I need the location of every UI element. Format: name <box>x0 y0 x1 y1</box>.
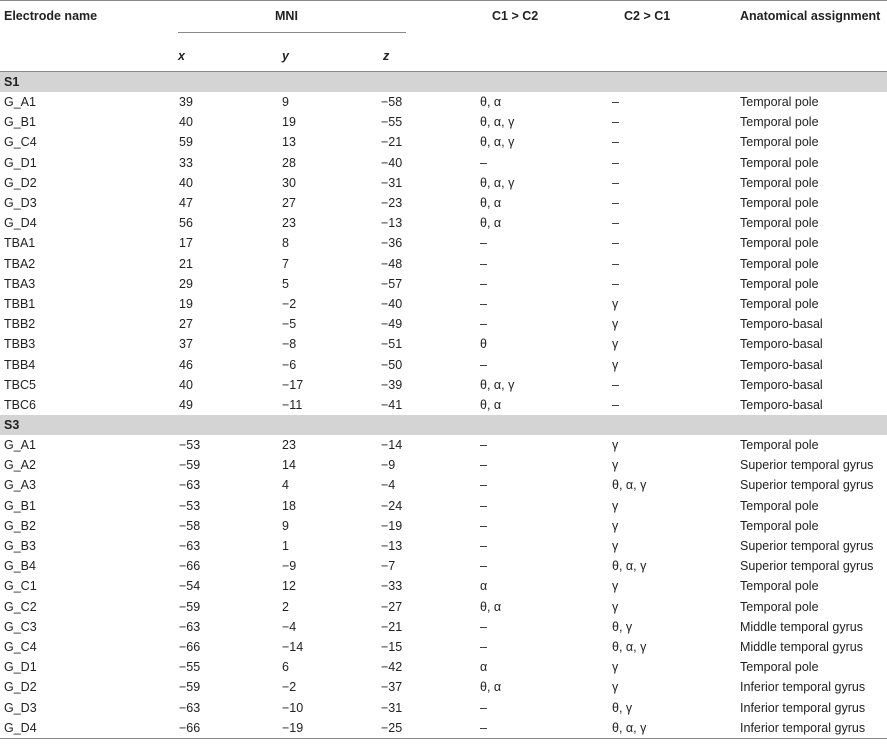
cell-z: −50 <box>381 357 403 372</box>
cell-z: −13 <box>381 539 403 554</box>
table-body <box>0 72 887 739</box>
cell-anat: Inferior temporal gyrus <box>740 680 866 695</box>
cell-y: 7 <box>282 256 289 271</box>
group-label: S3 <box>0 415 887 435</box>
cell-z: −36 <box>381 236 403 251</box>
cell-anat: Temporal pole <box>740 256 819 271</box>
cell-electrode: G_A1 <box>4 438 36 453</box>
cell-c1c2: – <box>480 539 487 554</box>
header-blank <box>0 41 175 72</box>
cell-c1c2: – <box>480 438 487 453</box>
cell-anat: Middle temporal gyrus <box>740 619 863 634</box>
cell-electrode: G_C3 <box>4 619 37 634</box>
cell-c1c2: θ, α, γ <box>480 175 515 190</box>
cell-x: −59 <box>179 680 201 695</box>
cell-c1c2: θ, α, γ <box>480 135 515 150</box>
cell-y: 28 <box>282 155 296 170</box>
table-row <box>0 395 887 415</box>
cell-c2c1: – <box>612 155 619 170</box>
cell-electrode: G_B2 <box>4 518 36 533</box>
cell-electrode: G_B1 <box>4 498 36 513</box>
table-row <box>0 314 887 334</box>
cell-y: −2 <box>282 296 297 311</box>
cell-anat: Temporal pole <box>740 95 819 110</box>
header-x: x <box>178 49 185 63</box>
cell-anat: Temporal pole <box>740 175 819 190</box>
cell-x: 40 <box>179 377 193 392</box>
table-row <box>0 697 887 717</box>
table-row <box>0 213 887 233</box>
cell-y: 2 <box>282 599 289 614</box>
cell-z: −7 <box>381 559 396 574</box>
cell-c1c2: α <box>480 660 488 675</box>
header-y: y <box>282 49 289 63</box>
cell-c2c1: γ <box>612 680 619 695</box>
cell-c2c1: – <box>612 276 619 291</box>
cell-electrode: G_B1 <box>4 115 36 130</box>
table-row <box>0 132 887 152</box>
cell-z: −4 <box>381 478 396 493</box>
cell-anat: Temporal pole <box>740 276 819 291</box>
cell-c2c1: γ <box>612 539 619 554</box>
cell-c1c2: θ, α <box>480 196 502 211</box>
cell-electrode: TBA1 <box>4 236 36 251</box>
cell-x: −63 <box>179 539 201 554</box>
cell-anat: Superior temporal gyrus <box>740 478 874 493</box>
table-row <box>0 475 887 495</box>
cell-c2c1: γ <box>612 579 619 594</box>
header-c1c2: C1 > C2 <box>492 9 539 23</box>
cell-y: 13 <box>282 135 296 150</box>
cell-x: 59 <box>179 135 193 150</box>
cell-anat: Temporal pole <box>740 579 819 594</box>
cell-x: 39 <box>179 95 193 110</box>
cell-c1c2: – <box>480 559 487 574</box>
table-row <box>0 597 887 617</box>
cell-x: 19 <box>179 296 193 311</box>
cell-y: −8 <box>282 337 297 352</box>
cell-x: −66 <box>175 718 278 739</box>
cell-c2c1: γ <box>612 337 619 352</box>
cell-c2c1: θ, γ <box>612 619 633 634</box>
cell-c2c1: γ <box>612 599 619 614</box>
cell-y: 5 <box>282 276 289 291</box>
cell-y: 6 <box>282 660 289 675</box>
cell-electrode: G_D1 <box>4 660 37 675</box>
cell-c1c2: – <box>480 357 487 372</box>
cell-x: −53 <box>179 438 201 453</box>
cell-z: −19 <box>381 518 403 533</box>
cell-y: 1 <box>282 539 289 554</box>
table-row <box>0 516 887 536</box>
cell-c2c1: γ <box>612 357 619 372</box>
cell-anat: Temporal pole <box>740 438 819 453</box>
cell-c2c1: – <box>612 397 619 412</box>
cell-anat: Temporal pole <box>740 599 819 614</box>
cell-c2c1: γ <box>612 296 619 311</box>
cell-x: 46 <box>179 357 193 372</box>
table-row <box>0 112 887 132</box>
cell-y: −14 <box>282 639 304 654</box>
cell-z: −24 <box>381 498 403 513</box>
cell-c2c1: θ, α, γ <box>612 639 647 654</box>
table-row <box>0 254 887 274</box>
cell-electrode: TBC6 <box>4 397 36 412</box>
cell-z: −9 <box>381 458 396 473</box>
header-electrode: Electrode name <box>4 9 98 23</box>
cell-electrode: G_D4 <box>4 216 37 231</box>
table-row <box>0 576 887 596</box>
cell-z: −31 <box>381 700 403 715</box>
cell-c1c2: θ, α <box>480 95 502 110</box>
table-row <box>0 435 887 455</box>
cell-anat: Superior temporal gyrus <box>740 458 874 473</box>
cell-c2c1: – <box>612 135 619 150</box>
cell-electrode: G_D3 <box>4 196 37 211</box>
cell-electrode: G_A1 <box>4 95 36 110</box>
table-row <box>0 334 887 354</box>
cell-electrode: G_D2 <box>4 680 37 695</box>
table-row <box>0 294 887 314</box>
cell-z: −31 <box>381 175 403 190</box>
cell-x: 29 <box>179 276 193 291</box>
header-row-2 <box>0 41 887 72</box>
cell-z: −58 <box>381 95 403 110</box>
cell-x: 47 <box>179 196 193 211</box>
cell-c1c2: θ, α, γ <box>480 377 515 392</box>
cell-c1c2: – <box>480 458 487 473</box>
cell-anat: Temporal pole <box>740 155 819 170</box>
cell-c2c1: θ, α, γ <box>612 478 647 493</box>
cell-c2c1: – <box>612 377 619 392</box>
cell-x: −59 <box>179 599 201 614</box>
cell-electrode: G_C4 <box>4 639 37 654</box>
cell-electrode: TBB4 <box>4 357 36 372</box>
table-row <box>0 718 887 739</box>
cell-z: −33 <box>381 579 403 594</box>
cell-anat: Temporal pole <box>740 236 819 251</box>
cell-electrode: G_D2 <box>4 175 37 190</box>
table-row <box>0 455 887 475</box>
cell-c2c1: – <box>612 95 619 110</box>
cell-y: 23 <box>282 438 296 453</box>
cell-c2c1: γ <box>612 317 619 332</box>
header-c2c1: C2 > C1 <box>624 9 671 23</box>
cell-electrode: TBA2 <box>4 256 36 271</box>
cell-electrode: TBB2 <box>4 317 36 332</box>
cell-c2c1: γ <box>612 498 619 513</box>
cell-electrode: TBA3 <box>4 276 36 291</box>
cell-x: −55 <box>179 660 201 675</box>
cell-electrode: G_B3 <box>4 539 36 554</box>
cell-y: −6 <box>282 357 297 372</box>
cell-c1c2: – <box>480 296 487 311</box>
cell-z: −21 <box>381 619 403 634</box>
cell-anat: Temporal pole <box>740 135 819 150</box>
cell-x: 56 <box>179 216 193 231</box>
cell-z: −51 <box>381 337 403 352</box>
cell-electrode: G_C4 <box>4 135 37 150</box>
cell-z: −15 <box>381 639 403 654</box>
cell-c2c1: γ <box>612 458 619 473</box>
cell-z: −27 <box>381 599 403 614</box>
cell-y: 18 <box>282 498 296 513</box>
table-row <box>0 233 887 253</box>
header-row-1 <box>0 1 887 42</box>
cell-x: 21 <box>179 256 193 271</box>
cell-z: −49 <box>381 317 403 332</box>
cell-anat: Superior temporal gyrus <box>740 539 874 554</box>
cell-anat: Temporo-basal <box>740 377 823 392</box>
cell-c1c2: – <box>480 155 487 170</box>
cell-anat: Temporal pole <box>740 115 819 130</box>
cell-z: −37 <box>381 680 403 695</box>
header-mni: MNI <box>275 9 298 23</box>
cell-c2c1: – <box>612 196 619 211</box>
cell-electrode: G_A3 <box>4 478 36 493</box>
cell-electrode: TBB3 <box>4 337 36 352</box>
cell-x: 40 <box>179 115 193 130</box>
table-row <box>0 617 887 637</box>
cell-x: 27 <box>179 317 193 332</box>
cell-c1c2: θ <box>480 337 487 352</box>
table-row <box>0 375 887 395</box>
cell-electrode: G_C1 <box>4 579 37 594</box>
table-row <box>0 657 887 677</box>
header-anat: Anatomical assignment <box>740 9 881 23</box>
cell-z: −48 <box>381 256 403 271</box>
cell-y: −4 <box>282 619 297 634</box>
table-row <box>0 637 887 657</box>
cell-electrode: G_A2 <box>4 458 36 473</box>
cell-electrode: G_D4 <box>0 718 175 739</box>
table-row <box>0 92 887 112</box>
table-row <box>0 153 887 173</box>
cell-c2c1: γ <box>612 660 619 675</box>
cell-z: −14 <box>381 438 403 453</box>
cell-c2c1: θ, α, γ <box>608 718 736 739</box>
cell-z: −40 <box>381 296 403 311</box>
cell-c1c2: – <box>480 518 487 533</box>
cell-x: 40 <box>179 175 193 190</box>
cell-z: −57 <box>381 276 403 291</box>
cell-c1c2: – <box>480 276 487 291</box>
cell-c1c2: – <box>480 700 487 715</box>
cell-c2c1: γ <box>612 518 619 533</box>
cell-electrode: G_B4 <box>4 559 36 574</box>
cell-anat: Temporal pole <box>740 518 819 533</box>
cell-anat: Temporal pole <box>740 216 819 231</box>
mni-underline <box>178 32 406 33</box>
cell-y: 19 <box>282 115 296 130</box>
cell-y: −5 <box>282 317 297 332</box>
cell-y: 12 <box>282 579 296 594</box>
cell-x: 49 <box>179 397 193 412</box>
cell-y: 9 <box>282 95 289 110</box>
cell-y: 14 <box>282 458 296 473</box>
cell-c2c1: γ <box>612 438 619 453</box>
cell-c1c2: θ, α <box>480 599 502 614</box>
table-row <box>0 536 887 556</box>
table-row <box>0 496 887 516</box>
cell-c1c2: θ, α, γ <box>480 115 515 130</box>
cell-anat: Inferior temporal gyrus <box>740 700 866 715</box>
cell-electrode: TBC5 <box>4 377 36 392</box>
cell-y: −2 <box>282 680 297 695</box>
cell-c1c2: θ, α <box>480 216 502 231</box>
group-row <box>0 72 887 92</box>
cell-c1c2: – <box>480 256 487 271</box>
cell-x: −59 <box>179 458 201 473</box>
cell-y: −17 <box>282 377 304 392</box>
cell-x: −54 <box>179 579 201 594</box>
cell-c1c2: – <box>480 236 487 251</box>
cell-electrode: G_D1 <box>4 155 37 170</box>
cell-c2c1: θ, α, γ <box>612 559 647 574</box>
table-row <box>0 677 887 697</box>
cell-z: −13 <box>381 216 403 231</box>
cell-c2c1: – <box>612 115 619 130</box>
cell-x: −63 <box>179 619 201 634</box>
table-row <box>0 274 887 294</box>
cell-anat: Temporal pole <box>740 196 819 211</box>
cell-z: −23 <box>381 196 403 211</box>
cell-anat: Superior temporal gyrus <box>740 559 874 574</box>
cell-c1c2: – <box>480 639 487 654</box>
cell-c2c1: θ, γ <box>612 700 633 715</box>
cell-c1c2: – <box>480 317 487 332</box>
cell-y: 23 <box>282 216 296 231</box>
cell-x: −53 <box>179 498 201 513</box>
cell-anat: Temporal pole <box>740 498 819 513</box>
cell-z: −39 <box>381 377 403 392</box>
cell-c2c1: – <box>612 175 619 190</box>
cell-c2c1: – <box>612 236 619 251</box>
cell-y: 27 <box>282 196 296 211</box>
table-row <box>0 556 887 576</box>
cell-x: 17 <box>179 236 193 251</box>
cell-x: −63 <box>179 700 201 715</box>
cell-z: −21 <box>381 135 403 150</box>
cell-y: −10 <box>282 700 304 715</box>
table-row <box>0 354 887 374</box>
cell-c1c2: θ, α <box>480 680 502 695</box>
cell-c1c2: α <box>480 579 488 594</box>
cell-anat: Middle temporal gyrus <box>740 639 863 654</box>
cell-z: −55 <box>381 115 403 130</box>
cell-electrode: TBB1 <box>4 296 36 311</box>
table-row <box>0 193 887 213</box>
cell-c1c2: – <box>480 478 487 493</box>
cell-z: −25 <box>381 718 478 739</box>
cell-anat: Inferior temporal gyrus <box>736 718 887 739</box>
cell-x: −66 <box>179 639 201 654</box>
cell-x: −58 <box>179 518 201 533</box>
cell-electrode: G_C2 <box>4 599 37 614</box>
group-label: S1 <box>0 72 887 92</box>
group-row <box>0 415 887 435</box>
cell-y: −19 <box>278 718 381 739</box>
cell-anat: Temporal pole <box>740 296 819 311</box>
cell-c1c2: θ, α <box>480 397 502 412</box>
cell-electrode: G_D3 <box>4 700 37 715</box>
cell-x: 33 <box>179 155 193 170</box>
cell-z: −41 <box>381 397 403 412</box>
cell-c1c2: – <box>480 619 487 634</box>
cell-y: 9 <box>282 518 289 533</box>
cell-x: 37 <box>179 337 193 352</box>
cell-y: 4 <box>282 478 289 493</box>
cell-y: 30 <box>282 175 296 190</box>
cell-x: −66 <box>179 559 201 574</box>
cell-anat: Temporo-basal <box>740 357 823 372</box>
cell-c2c1: – <box>612 256 619 271</box>
cell-y: 8 <box>282 236 289 251</box>
cell-anat: Temporo-basal <box>740 337 823 352</box>
header-z: z <box>383 49 390 63</box>
cell-z: −42 <box>381 660 403 675</box>
cell-y: −9 <box>282 559 297 574</box>
table-row <box>0 173 887 193</box>
cell-anat: Temporo-basal <box>740 397 823 412</box>
cell-anat: Temporal pole <box>740 660 819 675</box>
cell-x: −63 <box>179 478 201 493</box>
cell-z: −40 <box>381 155 403 170</box>
cell-y: −11 <box>282 397 303 412</box>
cell-c1c2: – <box>478 718 608 739</box>
cell-c2c1: – <box>612 216 619 231</box>
cell-c1c2: – <box>480 498 487 513</box>
cell-anat: Temporo-basal <box>740 317 823 332</box>
